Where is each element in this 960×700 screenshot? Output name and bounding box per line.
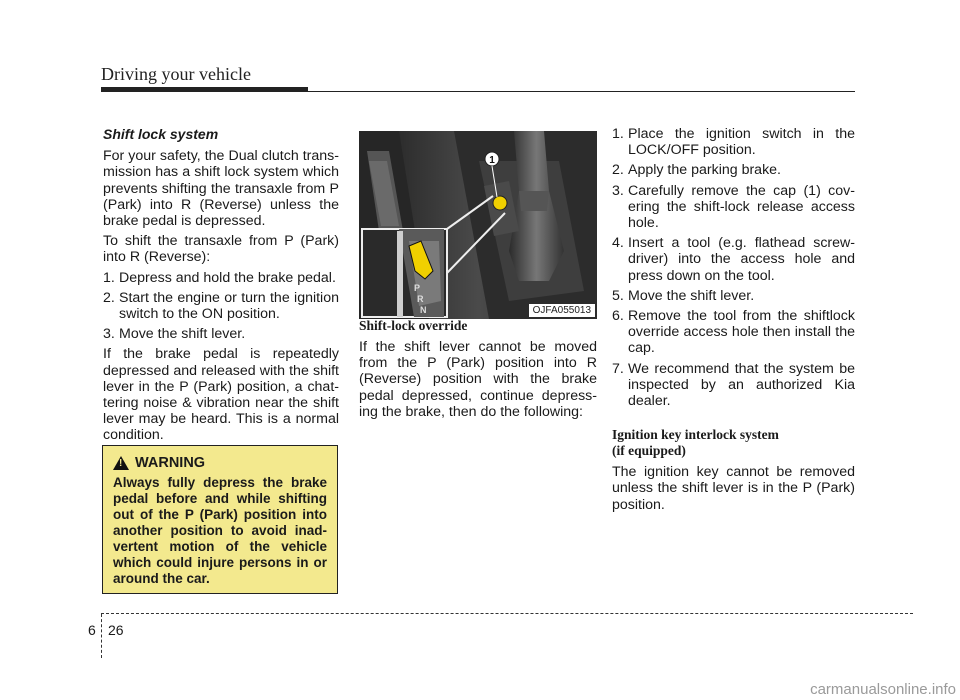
chapter-number: 6 <box>88 622 96 638</box>
column-middle <box>359 318 597 420</box>
override-heading: Shift-lock override <box>359 318 468 333</box>
step-text: Carefully remove the cap (1) cov-ering the shift-lock release access hole. <box>628 182 855 232</box>
list-item <box>612 235 855 284</box>
step-text: We recommend that the system be inspected by an authorized Kia dealer. <box>628 360 855 410</box>
list-item <box>612 126 855 158</box>
warning-body: Always fully depress the brake pedal before and while shifting out of the P (Park) position into another position to avoid inad-vertent motion of the vehicle which could injure persons in or around the car. <box>113 475 327 586</box>
interlock-text: The ignition key cannot be removed unless the shift lever is in the P (Park) position. <box>612 464 855 513</box>
shift-lock-intro: For your safety, the Dual clutch trans-mission has a shift lock system which prevents shifting the transaxle from P (Park) into R (Reverse) unless the brake pedal is depressed. <box>103 148 339 230</box>
warning-title: WARNING <box>135 455 206 471</box>
gear-letter-n: N <box>420 305 427 315</box>
page-number: 26 <box>108 622 124 638</box>
column-right <box>612 126 855 517</box>
gear-letter-p: P <box>414 283 421 293</box>
step-text: Start the engine or turn the ignition switch to the ON position. <box>119 289 339 323</box>
list-item <box>612 162 855 178</box>
step-text: Depress and hold the brake pedal. <box>119 269 336 286</box>
list-item <box>103 270 339 286</box>
step-text: Place the ignition switch in the LOCK/OFF position. <box>628 126 855 159</box>
shift-lock-instruction: To shift the transaxle from P (Park) into R (Reverse): <box>103 233 339 266</box>
list-item <box>103 290 339 322</box>
step-number: 2. <box>612 162 624 179</box>
list-item <box>612 183 855 232</box>
watermark: carmanualsonline.info <box>810 681 956 698</box>
warning-triangle-icon <box>113 456 129 470</box>
footer-divider <box>101 614 102 658</box>
step-text: Apply the parking brake. <box>628 162 782 179</box>
page-header-title: Driving your vehicle <box>101 64 251 84</box>
step-number: 3. <box>612 182 624 199</box>
step-number: 1. <box>612 126 624 142</box>
list-item <box>612 288 855 304</box>
step-text: Move the shift lever. <box>119 326 246 343</box>
step-text: Move the shift lever. <box>628 287 755 304</box>
step-text: Remove the tool from the shiftlock override access hole then install the cap. <box>628 308 855 357</box>
list-item <box>612 361 855 410</box>
list-item <box>612 308 855 357</box>
step-number: 3. <box>103 326 115 343</box>
override-intro: If the shift lever cannot be moved from the P (Park) position into R (Reverse) position with the brake pedal depressed, continue depress-ing the brake, then do the following: <box>359 339 597 420</box>
shift-lock-heading: Shift lock system <box>103 126 219 142</box>
figure-code: OJFA055013 <box>529 304 595 317</box>
step-number: 6. <box>612 308 624 325</box>
warning-header <box>113 455 327 471</box>
step-text: Insert a tool (e.g. flathead screw-driver) into the access hole and press down on the tool. <box>628 235 855 284</box>
step-number: 4. <box>612 235 624 252</box>
shift-lever-illustration <box>359 131 597 319</box>
footer-rule <box>101 613 913 614</box>
warning-box <box>102 445 338 594</box>
step-number: 7. <box>612 360 624 377</box>
step-number: 2. <box>103 289 115 306</box>
chattering-note: If the brake pedal is repeatedly depressed and released with the shift lever in the P (Park) position, a chat-tering noise & vibration near the shift lever may be heard. This is a normal condition. <box>103 346 339 444</box>
interlock-heading: Ignition key interlock system <box>612 427 779 443</box>
interlock-subheading: (if equipped) <box>612 443 686 459</box>
gear-letter-r: R <box>417 294 424 304</box>
step-number: 1. <box>103 269 115 286</box>
header-rule-thin <box>101 91 855 92</box>
shift-lever-photo <box>359 131 597 319</box>
column-left <box>103 126 339 448</box>
list-item <box>103 326 339 342</box>
step-number: 5. <box>612 287 624 304</box>
callout-number: 1 <box>489 155 495 166</box>
